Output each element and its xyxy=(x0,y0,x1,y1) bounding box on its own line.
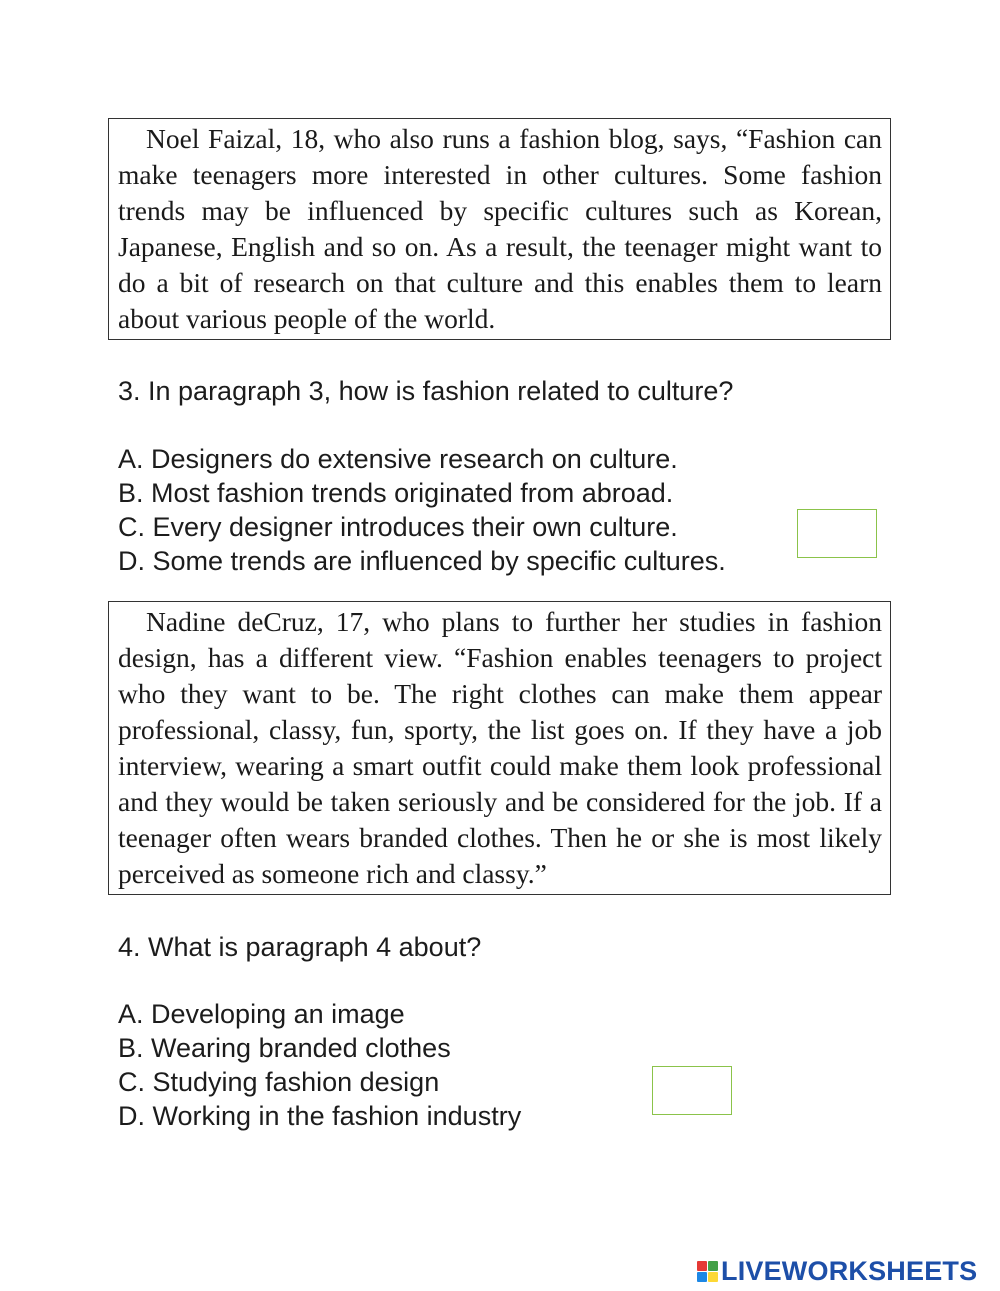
question-4-answer-input[interactable] xyxy=(652,1066,732,1115)
question-4-option-d: D. Working in the fashion industry xyxy=(118,1101,522,1131)
passage-text: Nadine deCruz, 17, who plans to further her studies in fashion design, has a different view. “Fashion enables teenagers to project who they want to be. The right clothes can make them appear professional, classy, fun, sporty, the list goes on. If they have a job interview, wearing a smart outfit could make them look professional and they would be taken seriously and be considered for the job. If a teenager often wears branded clothes. Then he or she is most likely perceived as someone rich and classy.” xyxy=(118,606,882,889)
question-3-option-c: C. Every designer introduces their own culture. xyxy=(118,512,678,542)
question-3-option-a: A. Designers do extensive research on culture. xyxy=(118,444,678,474)
logo-square-yellow xyxy=(708,1272,718,1282)
question-4-option-b: B. Wearing branded clothes xyxy=(118,1033,451,1063)
passage-text: Noel Faizal, 18, who also runs a fashion blog, says, “Fashion can make teenagers more interested in other cultures. Some fashion trends may be influenced by specific cultures such as Korean, Japanese, English and so on. As a result, the teenager might want to do a bit of research on that culture and this enables them to learn about various people of the world. xyxy=(118,123,882,334)
passage-paragraph-3 xyxy=(108,118,891,340)
logo-square-green xyxy=(708,1261,718,1271)
question-3-prompt: 3. In paragraph 3, how is fashion related to culture? xyxy=(118,376,734,406)
liveworksheets-logo xyxy=(697,1256,977,1286)
liveworksheets-logo-icon xyxy=(697,1261,718,1282)
logo-square-red xyxy=(697,1261,707,1271)
liveworksheets-logo-text: LIVEWORKSHEETS xyxy=(721,1256,978,1286)
question-4-prompt: 4. What is paragraph 4 about? xyxy=(118,932,482,962)
question-3-option-b: B. Most fashion trends originated from abroad. xyxy=(118,478,674,508)
logo-square-blue xyxy=(697,1272,707,1282)
question-4-option-a: A. Developing an image xyxy=(118,999,405,1029)
question-3-answer-input[interactable] xyxy=(797,509,877,558)
question-4-option-c: C. Studying fashion design xyxy=(118,1067,440,1097)
question-3-option-d: D. Some trends are influenced by specific cultures. xyxy=(118,546,726,576)
passage-paragraph-4 xyxy=(108,601,891,895)
